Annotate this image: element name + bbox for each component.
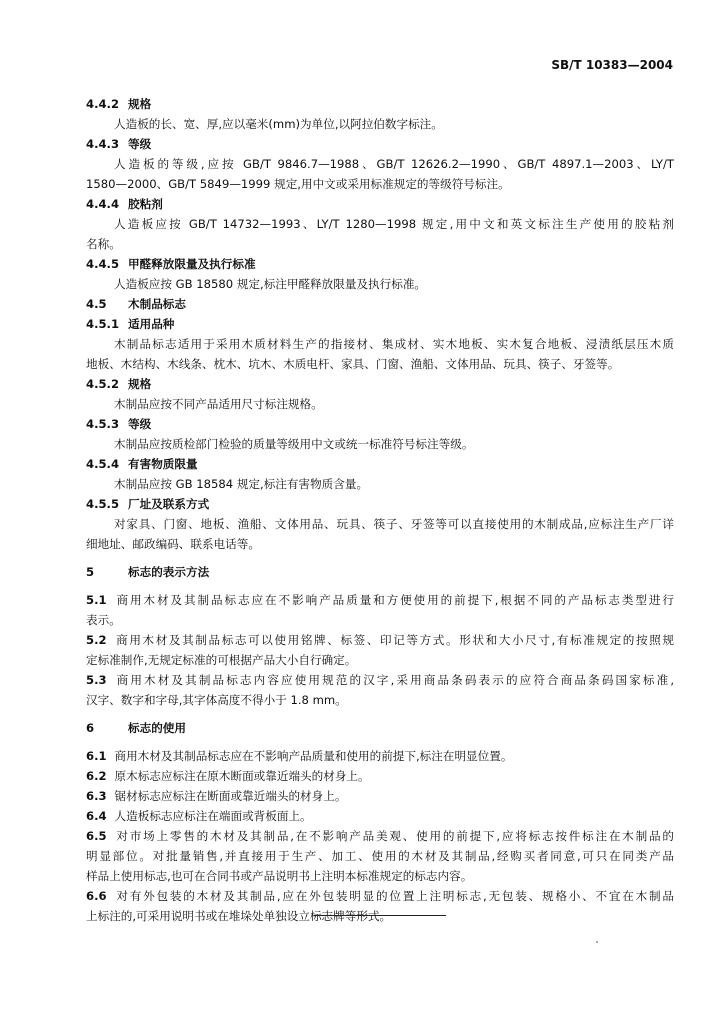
line-text: 样品上使用标志,也可在合同书或产品说明书上注明本标准规定的标志内容。: [86, 869, 473, 883]
clause-line: [86, 826, 674, 846]
line-text: 明显部位。对批量销售,并直接用于生产、加工、使用的木材及其制品,经购买者同意,可只在同类产品: [86, 849, 674, 863]
section-number: 4.5.2: [86, 377, 120, 391]
line-text: 名称。: [86, 237, 121, 251]
section-title: 规格: [128, 97, 152, 111]
line-text: 锯材标志应标注在断面或靠近端头的材身上。: [114, 789, 347, 803]
section-number: 4.4.3: [86, 137, 120, 151]
line-text: 人造板标志应标注在端面或背板面上。: [114, 809, 312, 823]
section-gap: [86, 554, 674, 562]
line-text: 上标注的,可采用说明书或在堆垛处单独设立标志牌等形式。: [86, 909, 392, 923]
section-gap: [86, 582, 674, 590]
section-heading: [86, 454, 674, 474]
section-number: 5: [86, 565, 95, 579]
section-heading: [86, 562, 674, 582]
line-text: 表示。: [86, 613, 121, 627]
section-title: 有害物质限量: [128, 457, 198, 471]
clause-line: [86, 906, 674, 926]
section-gap: [86, 710, 674, 718]
line-text: 木制品应按质检部门检验的质量等级用中文或统一标准符号标注等级。: [114, 437, 474, 451]
line-text: 商用木材及其制品标志内容应使用规范的汉字,采用商品条码表示的应符合商品条码国家标准,: [114, 673, 674, 687]
line-text: 汉字、数字和字母,其字体高度不得小于 1.8 mm。: [86, 693, 347, 707]
line-text: 人造板的等级,应按 GB/T 9846.7—1988、GB/T 12626.2—1990、GB/T 4897.1—2003、LY/T: [114, 157, 674, 171]
clause-line: [86, 846, 674, 866]
clause-line: [86, 886, 674, 906]
line-text: 木制品标志适用于采用木质材料生产的指接材、集成材、实木地板、实木复合地板、浸渍纸层压木质: [114, 337, 674, 351]
section-number: 4.4.4: [86, 197, 120, 211]
section-number: 6: [86, 721, 95, 735]
section-number: 4.4.5: [86, 257, 120, 271]
line-text: 对市场上零售的木材及其制品,在不影响产品美观、使用的前提下,应将标志按件标注在木制品的: [114, 829, 674, 843]
line-text: 木制品应按不同产品适用尺寸标注规格。: [114, 397, 323, 411]
section-heading: [86, 718, 674, 738]
clause-line: [86, 766, 674, 786]
clause-line: [86, 746, 674, 766]
body-line: [86, 434, 674, 454]
body-line: [86, 234, 674, 254]
clause-line: [86, 786, 674, 806]
line-text: 人造板应按 GB 18580 规定,标注甲醛释放限量及执行标准。: [114, 277, 427, 291]
section-number: 4.4.2: [86, 97, 120, 111]
document-code: SB/T 10383—2004: [551, 58, 673, 72]
line-text: 对家具、门窗、地板、渔船、文体用品、玩具、筷子、牙签等可以直接使用的木制成品,应标注生产厂详: [114, 517, 674, 531]
body-line: [86, 114, 674, 134]
line-text: 定标准制作,无规定标准的可根据产品大小自行确定。: [86, 653, 357, 667]
section-title: 等级: [128, 417, 152, 431]
line-text: 商用木材及其制品标志应在不影响产品质量和方便使用的前提下,根据不同的产品标志类型进行: [114, 593, 674, 607]
line-text: 木制品应按 GB 18584 规定,标注有害物质含量。: [114, 477, 369, 491]
clause-number: 6.4: [86, 809, 107, 823]
clause-number: 5.3: [86, 673, 107, 687]
line-text: 1580—2000、GB/T 5849—1999 规定,用中文或采用标准规定的等级符号标注。: [86, 177, 510, 191]
line-text: 细地址、邮政编码、联系电话等。: [86, 537, 260, 551]
section-title: 规格: [128, 377, 152, 391]
clause-number: 6.2: [86, 769, 107, 783]
body-line: [86, 534, 674, 554]
section-title: 胶粘剂: [128, 197, 163, 211]
section-gap: [86, 738, 674, 746]
body-line: [86, 274, 674, 294]
section-heading: [86, 414, 674, 434]
body-line: [86, 474, 674, 494]
clause-line: [86, 866, 674, 886]
clause-number: 6.6: [86, 889, 107, 903]
body-line: [86, 214, 674, 234]
body-line: [86, 514, 674, 534]
clause-number: 6.1: [86, 749, 107, 763]
section-heading: [86, 134, 674, 154]
section-heading: [86, 94, 674, 114]
line-text: 对有外包装的木材及其制品,应在外包装明显的位置上注明标志,无包装、规格小、不宜在木制品: [114, 889, 674, 903]
section-number: 4.5.3: [86, 417, 120, 431]
clause-number: 6.3: [86, 789, 107, 803]
body-line: [86, 174, 674, 194]
clause-number: 6.5: [86, 829, 107, 843]
line-text: 地板、木结构、木线条、枕木、坑木、木质电杆、家具、门窗、渔船、文体用品、玩具、筷子、牙签等。: [86, 357, 620, 371]
document-body: [86, 94, 674, 926]
section-heading: [86, 254, 674, 274]
section-title: 适用品种: [128, 317, 175, 331]
line-text: 商用木材及其制品标志应在不影响产品质量和使用的前提下,标注在明显位置。: [114, 749, 513, 763]
section-number: 4.5: [86, 297, 107, 311]
scan-speck: [596, 941, 598, 943]
clause-line: [86, 670, 674, 690]
section-number: 4.5.5: [86, 497, 120, 511]
section-heading: [86, 194, 674, 214]
section-title: 木制品标志: [128, 297, 186, 311]
section-title: 甲醛释放限量及执行标准: [128, 257, 256, 271]
clause-line: [86, 690, 674, 710]
clause-number: 5.2: [86, 633, 107, 647]
line-text: 人造板的长、宽、厚,应以毫米(mm)为单位,以阿拉伯数字标注。: [114, 117, 443, 131]
clause-line: [86, 630, 674, 650]
clause-line: [86, 806, 674, 826]
section-title: 厂址及联系方式: [128, 497, 210, 511]
line-text: 人造板应按 GB/T 14732—1993、LY/T 1280—1998 规定,用中文和英文标注生产使用的胶粘剂: [114, 217, 674, 231]
clause-line: [86, 590, 674, 610]
section-heading: [86, 314, 674, 334]
section-heading: [86, 294, 674, 314]
body-line: [86, 394, 674, 414]
section-heading: [86, 494, 674, 514]
section-heading: [86, 374, 674, 394]
body-line: [86, 354, 674, 374]
line-text: 原木标志应标注在原木断面或靠近端头的材身上。: [114, 769, 370, 783]
clause-line: [86, 610, 674, 630]
section-number: 4.5.1: [86, 317, 120, 331]
section-title: 标志的表示方法: [128, 565, 210, 579]
section-title: 标志的使用: [128, 721, 186, 735]
clause-number: 5.1: [86, 593, 107, 607]
clause-line: [86, 650, 674, 670]
section-title: 等级: [128, 137, 152, 151]
end-rule: [314, 915, 446, 916]
section-number: 4.5.4: [86, 457, 120, 471]
body-line: [86, 154, 674, 174]
line-text: 商用木材及其制品标志可以使用铭牌、标签、印记等方式。形状和大小尺寸,有标准规定的按照规: [114, 633, 674, 647]
body-line: [86, 334, 674, 354]
